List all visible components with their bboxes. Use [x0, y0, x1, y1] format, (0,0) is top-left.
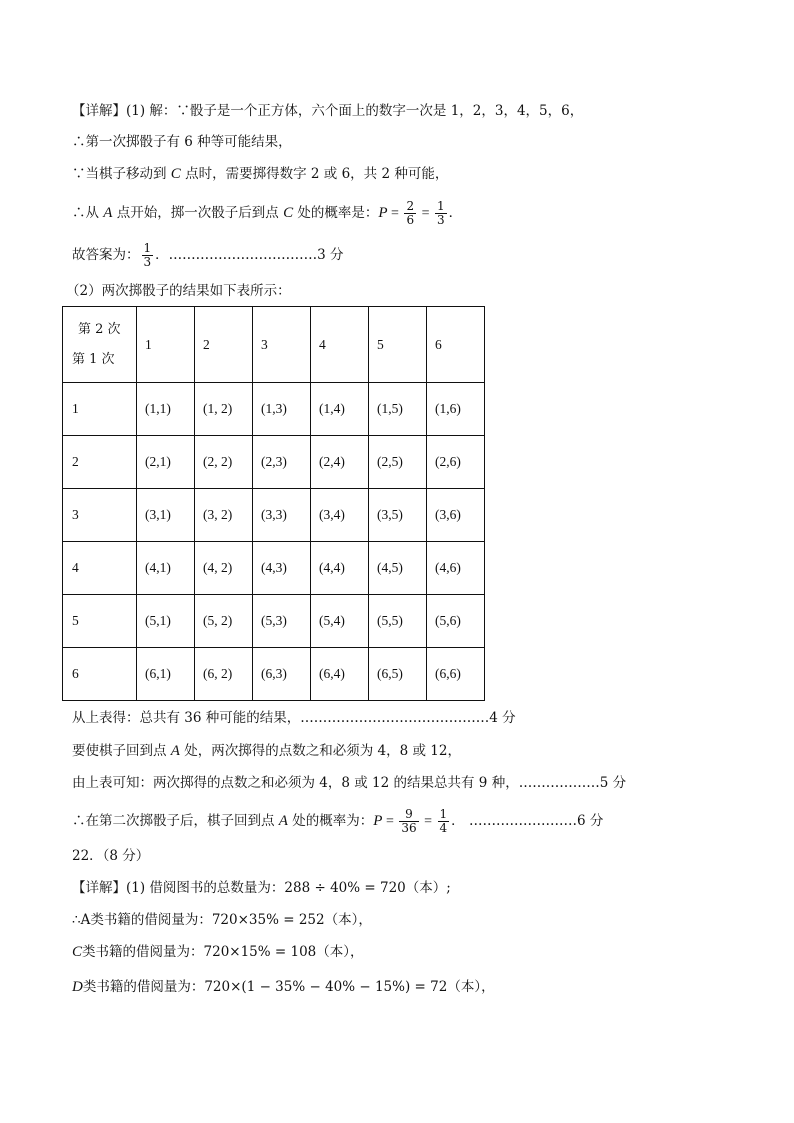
num: 1: [439, 807, 448, 821]
table-row: [63, 595, 485, 648]
den: 36: [401, 821, 417, 835]
table-cell: (2, 2): [195, 436, 253, 489]
p1-answer: [72, 242, 344, 269]
table-row: [63, 489, 485, 542]
den: 3: [437, 213, 445, 227]
p1-line1: [72, 101, 583, 121]
corner-cell: [63, 307, 137, 383]
table-cell: (3,4): [311, 489, 369, 542]
den: 6: [406, 213, 415, 227]
var: C: [283, 205, 294, 221]
table-cell: (1,3): [253, 383, 311, 436]
table-row: [63, 383, 485, 436]
text: 处的概率为：: [287, 813, 374, 829]
text: 点时，需要掷得数字 2 或 6，共 2 种可能，: [180, 166, 449, 182]
table-cell: (4,3): [253, 542, 311, 595]
table-cell: (4,5): [369, 542, 427, 595]
var: D: [72, 979, 83, 995]
table-cell: (3, 2): [195, 489, 253, 542]
q22-line4: [72, 977, 495, 997]
table-cell: (2,6): [427, 436, 485, 489]
var: A: [103, 205, 113, 221]
den: 3: [143, 255, 152, 269]
num: 1: [143, 241, 152, 255]
table-cell: (5,4): [311, 595, 369, 648]
table-cell: (5,3): [253, 595, 311, 648]
row-header: 2: [63, 436, 137, 489]
table-cell: (6, 2): [195, 648, 253, 701]
text: 由上表可知：两次掷得的点数之和必须为 4，8 或 12 的结果总共有 9 种，………………5 分: [72, 775, 627, 791]
header-first-roll: 第 1 次: [72, 351, 115, 367]
fraction: [404, 200, 416, 227]
col-header: 4: [311, 307, 369, 383]
text: 类书籍的借阅量为：720×(1 − 35% − 40% − 15%) = 72（本），: [82, 979, 495, 995]
table-cell: (6,6): [427, 648, 485, 701]
table-cell: (3,3): [253, 489, 311, 542]
table-cell: (2,1): [137, 436, 195, 489]
text: 22．（8 分）: [72, 848, 150, 864]
table-cell: (2,5): [369, 436, 427, 489]
text: （2）两次掷骰子的结果如下表所示：: [66, 283, 291, 299]
num: 1: [437, 199, 445, 213]
fraction: [438, 808, 450, 835]
header-second-roll: 第 2 次: [78, 321, 121, 337]
text: ．: [448, 205, 463, 221]
text: 类书籍的借阅量为：720×15% = 108（本），: [82, 944, 364, 960]
q22-title: [72, 846, 149, 866]
outcome-table: [62, 306, 485, 701]
p1-line3: [72, 164, 448, 184]
text: 【详解】(1) 借阅图书的总数量为：288 ÷ 40% = 720（本）;: [72, 880, 451, 896]
text: ． ……………………6 分: [451, 813, 604, 829]
p1-line4: [72, 200, 462, 227]
eq: =: [420, 814, 436, 829]
p2-after3: [72, 773, 626, 793]
p2-after4: [72, 808, 603, 835]
fraction: [142, 242, 154, 269]
row-header: 6: [63, 648, 137, 701]
col-header: 1: [137, 307, 195, 383]
text: 要使棋子回到点: [72, 743, 171, 759]
table-cell: (5, 2): [195, 595, 253, 648]
eq: =: [382, 814, 398, 829]
var: P: [373, 813, 383, 829]
fraction: [399, 808, 418, 835]
text: ∴第一次掷骰子有 6 种等可能结果，: [72, 134, 292, 150]
text: 处，两次掷得的点数之和必须为 4，8 或 12，: [179, 743, 461, 759]
table-cell: (6,3): [253, 648, 311, 701]
table-cell: (4,1): [137, 542, 195, 595]
table-cell: (1,4): [311, 383, 369, 436]
text: ∴A类书籍的借阅量为：720×35% = 252（本），: [72, 912, 372, 928]
eq: =: [387, 206, 403, 221]
p1-line2: [72, 132, 292, 152]
fraction: [435, 200, 447, 227]
text: 故答案为：: [72, 247, 140, 263]
table-cell: (4, 2): [195, 542, 253, 595]
table-header-row: [63, 307, 485, 383]
q22-line1: [72, 878, 451, 898]
table-cell: (3,1): [137, 489, 195, 542]
row-header: 1: [63, 383, 137, 436]
p2-intro: [66, 281, 291, 301]
text: 从上表得：总共有 36 种可能的结果，……………………………………4 分: [72, 710, 516, 726]
var: P: [378, 205, 388, 221]
p2-after2: [72, 741, 461, 761]
var: C: [170, 166, 181, 182]
text: ∵当棋子移动到: [72, 166, 171, 182]
text: 处的概率是：: [293, 205, 379, 221]
den: 4: [439, 821, 448, 835]
text: 点开始，掷一次骰子后到点: [112, 205, 284, 221]
row-header: 5: [63, 595, 137, 648]
eq: =: [418, 206, 433, 221]
col-header: 5: [369, 307, 427, 383]
var: A: [278, 813, 288, 829]
table-row: [63, 436, 485, 489]
table-cell: (6,1): [137, 648, 195, 701]
table-cell: (1,6): [427, 383, 485, 436]
table-cell: (4,4): [311, 542, 369, 595]
num: 9: [399, 808, 418, 822]
text: ．……………………………3 分: [155, 247, 344, 263]
row-header: 3: [63, 489, 137, 542]
col-header: 3: [253, 307, 311, 383]
table-cell: (5,1): [137, 595, 195, 648]
table-cell: (1,5): [369, 383, 427, 436]
table-cell: (2,4): [311, 436, 369, 489]
table-cell: (5,6): [427, 595, 485, 648]
text: ∴从: [72, 205, 104, 221]
table-cell: (6,5): [369, 648, 427, 701]
table-cell: (1, 2): [195, 383, 253, 436]
table-cell: (3,5): [369, 489, 427, 542]
q22-line2: [72, 910, 372, 930]
table-cell: (4,6): [427, 542, 485, 595]
table-cell: (2,3): [253, 436, 311, 489]
var: A: [170, 743, 180, 759]
row-header: 4: [63, 542, 137, 595]
q22-line3: [72, 942, 364, 962]
col-header: 2: [195, 307, 253, 383]
table-row: [63, 648, 485, 701]
table-row: [63, 542, 485, 595]
col-header: 6: [427, 307, 485, 383]
var: C: [72, 944, 83, 960]
text: 【详解】(1) 解：∵骰子是一个正方体，六个面上的数字一次是 1，2，3，4，5，6，: [72, 103, 584, 119]
table-cell: (6,4): [311, 648, 369, 701]
p2-after1: [72, 708, 516, 728]
table-cell: (1,1): [137, 383, 195, 436]
text: ∴在第二次掷骰子后，棋子回到点: [72, 813, 279, 829]
table-cell: (5,5): [369, 595, 427, 648]
num: 2: [406, 199, 415, 213]
table-cell: (3,6): [427, 489, 485, 542]
